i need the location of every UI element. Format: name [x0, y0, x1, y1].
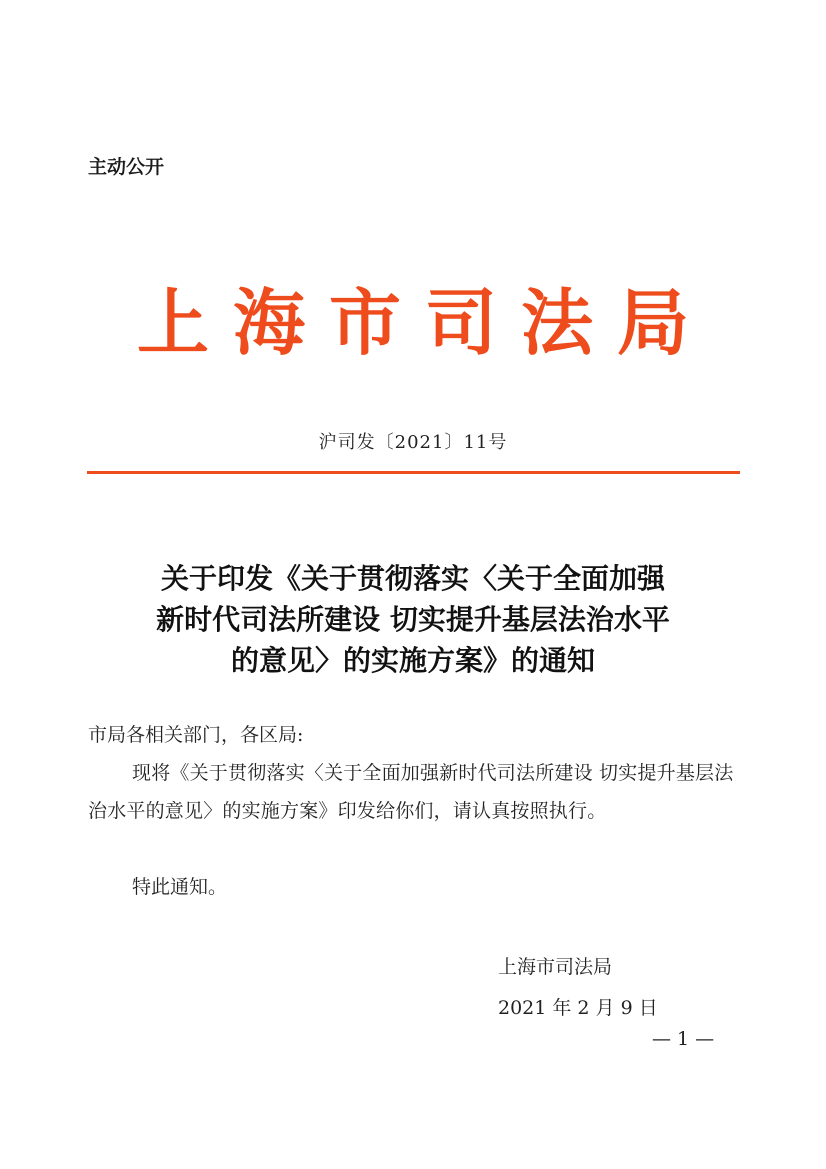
- page-number: — 1 —: [652, 1028, 715, 1050]
- title-line: 关于印发《关于贯彻落实〈关于全面加强: [160, 562, 665, 595]
- title-line: 新时代司法所建设 切实提升基层法治水平: [156, 603, 670, 636]
- title-line: 的意见〉的实施方案》的通知: [230, 644, 595, 677]
- document-number: 沪司发〔2021〕11号: [318, 432, 508, 453]
- body-paragraph: 现将《关于贯彻落实〈关于全面加强新时代司法所建设 切实提升基层法治水平的意见〉的实施方案》印发给你们，请认真按照执行。: [88, 762, 734, 822]
- signature-date: 2021 年 2 月 9 日: [498, 997, 658, 1019]
- closing-line: 特此通知。: [132, 876, 228, 898]
- red-divider: [87, 471, 740, 474]
- signature-org: 上海市司法局: [498, 956, 613, 978]
- org-header: 上海市司法局: [136, 280, 713, 365]
- salutation: 市局各相关部门，各区局:: [88, 724, 304, 746]
- disclosure-label: 主动公开: [88, 156, 165, 178]
- document-title: [88, 558, 738, 681]
